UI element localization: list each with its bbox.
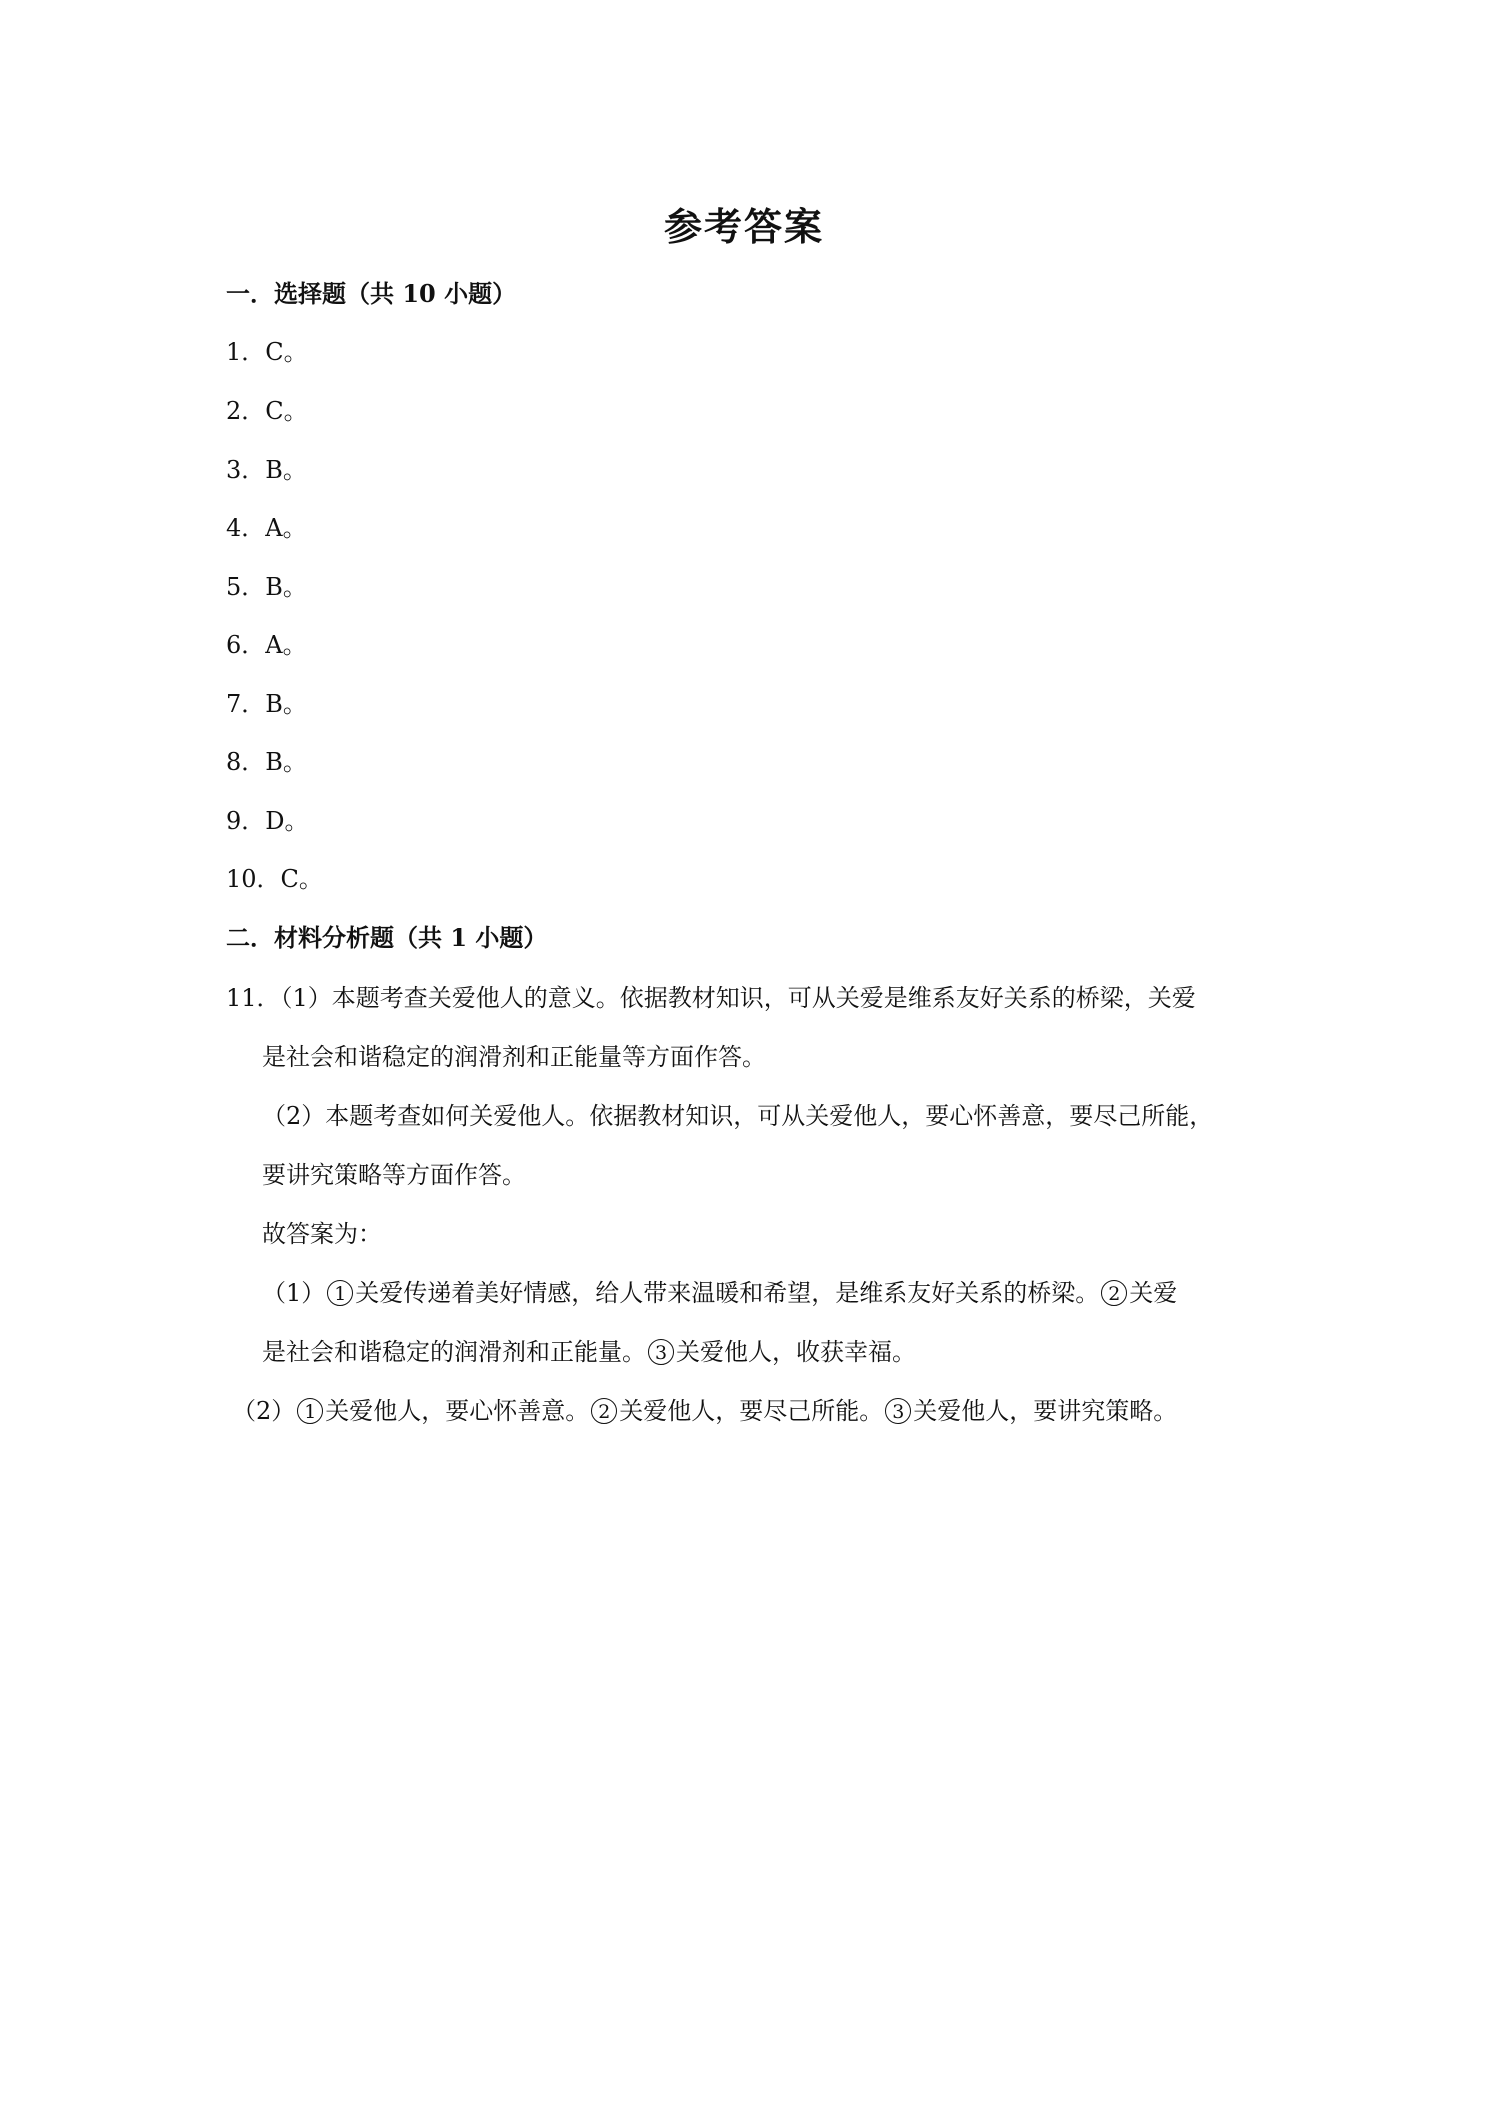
answer-1-prefix: （1）: [262, 1279, 326, 1307]
mc-answer-7: 7．B。: [226, 690, 307, 718]
q11-line-2: 是社会和谐稳定的润滑剂和正能量等方面作答。: [262, 1043, 766, 1071]
answer-2-point-2: 关爱他人，要尽己所能。: [619, 1397, 884, 1425]
circled-number-2-icon: 2: [591, 1398, 617, 1424]
mc-answer-1: 1．C。: [226, 338, 308, 366]
circled-number-1-icon: 1: [297, 1398, 323, 1424]
q11-line-3: （2）本题考查如何关爱他人。依据教材知识，可从关爱他人，要心怀善意，要尽己所能，: [262, 1102, 1214, 1130]
section-heading-multiple-choice: 一．选择题（共 10 小题）: [226, 279, 517, 308]
mc-answer-6: 6．A。: [226, 631, 307, 659]
page-title: 参考答案: [663, 204, 824, 249]
answer-2-prefix: （2）: [232, 1397, 296, 1425]
q11-answer-1-line-1: [262, 1273, 1177, 1308]
mc-answer-3: 3．B。: [226, 456, 307, 484]
circled-number-3-icon: 3: [648, 1339, 674, 1365]
mc-answer-9: 9．D。: [226, 807, 309, 835]
q11-answer-2-line: [232, 1391, 1177, 1426]
q11-line-4: 要讲究策略等方面作答。: [262, 1161, 526, 1189]
circled-number-2-icon: 2: [1101, 1280, 1127, 1306]
answer-2-point-1: 关爱他人，要心怀善意。: [325, 1397, 590, 1425]
answer-1-point-2-start: 关爱: [1129, 1279, 1178, 1307]
q11-line-1: 11．（1）本题考查关爱他人的意义。依据教材知识，可从关爱是维系友好关系的桥梁，关爱: [226, 984, 1196, 1012]
mc-answer-10: 10．C。: [226, 865, 323, 893]
answer-1-point-1: 关爱传递着美好情感，给人带来温暖和希望，是维系友好关系的桥梁。: [355, 1279, 1100, 1307]
answer-1-point-3: 关爱他人，收获幸福。: [676, 1338, 916, 1366]
mc-answer-5: 5．B。: [226, 573, 307, 601]
q11-answer-label: 故答案为：: [262, 1220, 382, 1248]
section-heading-material-analysis: 二．材料分析题（共 1 小题）: [226, 923, 548, 952]
q11-answer-1-line-2: [262, 1332, 916, 1367]
answer-2-point-3: 关爱他人，要讲究策略。: [913, 1397, 1178, 1425]
mc-answer-4: 4．A。: [226, 514, 307, 542]
circled-number-1-icon: 1: [327, 1280, 353, 1306]
mc-answer-2: 2．C。: [226, 397, 308, 425]
mc-answer-8: 8．B。: [226, 748, 307, 776]
circled-number-3-icon: 3: [885, 1398, 911, 1424]
answer-1-point-2-end: 是社会和谐稳定的润滑剂和正能量。: [262, 1338, 646, 1366]
